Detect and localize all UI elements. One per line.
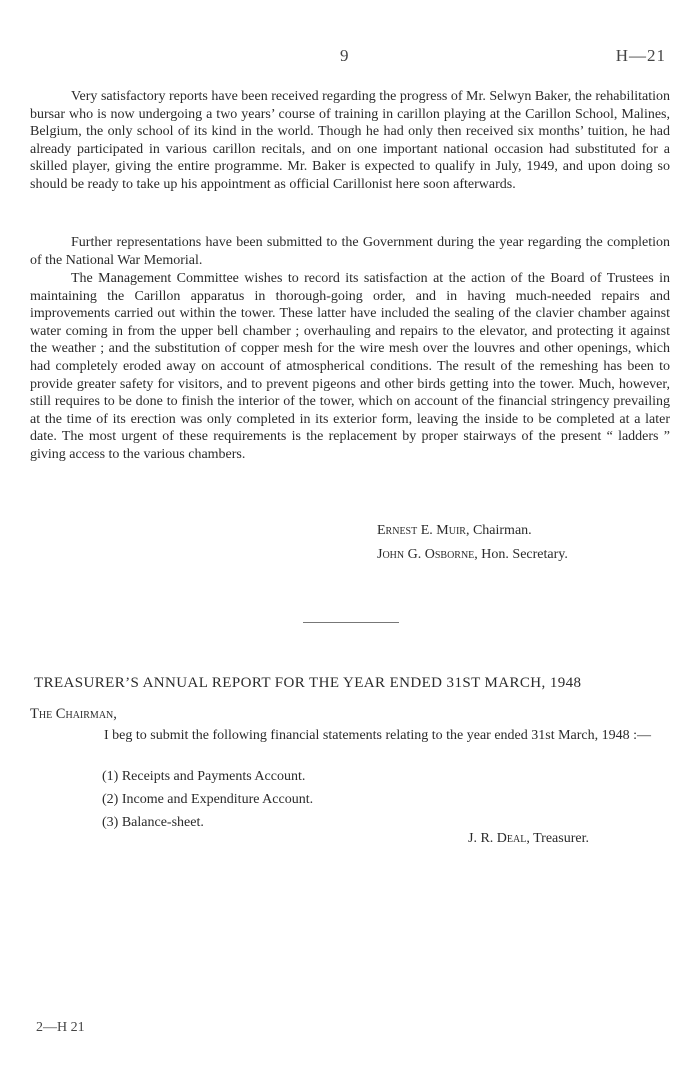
paragraph-text: Very satisfactory reports have been received regarding the progress of Mr. Selwyn Baker, the rehabilitation bursar who is now undergoing a two years’ course of training in carillon playing at the Carillon School, Malines, Belgium, the only school of its kind in the world. Though he had only then received six months’ tuition, he had already participated in various carillon recitals, and on one important national occasion had substituted for a skilled player, giving the entire programme. Mr. Baker is expected to qualify in July, 1949, and upon doing so should be ready to take up his appointment as official Carillonist here soon afterwards. xyxy=(30,89,670,192)
signatory-role: Treasurer. xyxy=(533,831,589,846)
report-paragraph-1 xyxy=(30,88,670,194)
report-paragraph-2 xyxy=(30,234,670,269)
report-paragraph-3 xyxy=(30,270,670,464)
page-number: 9 xyxy=(340,46,350,65)
intro-text: I beg to submit the following financial statements relating to the year ended 31st March, 1948 :— xyxy=(104,728,652,743)
salutation: The Chairman, xyxy=(30,706,117,722)
chairman-signature xyxy=(377,523,532,539)
statement-item: (2) Income and Expenditure Account. xyxy=(102,792,314,807)
treasurer-signature xyxy=(468,831,589,847)
signatory-role: Hon. Secretary. xyxy=(481,547,568,562)
paragraph-text: The Management Committee wishes to record its satisfaction at the action of the Board of Trustees in maintaining the Carillon apparatus in thorough-going order, and in having much-needed repairs and improvements carried out within the tower. These latter have included the sealing of the clavier chamber against water coming in from the upper bell chamber ; overhauling and repairs to the elevator, and protecting it against the weather ; and the substitution of copper mesh for the wire mesh over the louvres and other openings, which had completely eroded away on account of atmospherical conditions. The result of the remeshing has been to provide greater safety for visitors, and to prevent pigeons and other birds getting into the tower. Much, however, still requires to be done to finish the interior of the tower, which on account of the financial stringency prevailing at the time of its erection was only completed in its exterior form, leaving the inside to be completed at a later date. The most urgent of these requirements is the replacement by proper stairways of the present “ ladders ” giving access to the various chambers. xyxy=(30,271,670,462)
paragraph-text: Further representations have been submitted to the Government during the year regarding the completion of the National War Memorial. xyxy=(30,235,670,268)
section-divider xyxy=(303,622,399,623)
statement-item: (3) Balance-sheet. xyxy=(102,815,204,830)
signatory-role: Chairman. xyxy=(472,523,532,538)
treasurer-intro xyxy=(30,727,670,746)
statement-item: (1) Receipts and Payments Account. xyxy=(102,769,306,784)
printer-signature-mark: 2—H 21 xyxy=(36,1020,85,1035)
document-reference: H—21 xyxy=(615,46,666,65)
signatory-name: John G. Osborne, xyxy=(377,547,478,562)
treasurer-report-heading: TREASURER’S ANNUAL REPORT FOR THE YEAR ENDED 31ST MARCH, 1948 xyxy=(34,675,582,691)
secretary-signature xyxy=(377,547,568,563)
signatory-name: J. R. Deal, xyxy=(468,831,530,846)
signatory-name: Ernest E. Muir, xyxy=(377,523,470,538)
